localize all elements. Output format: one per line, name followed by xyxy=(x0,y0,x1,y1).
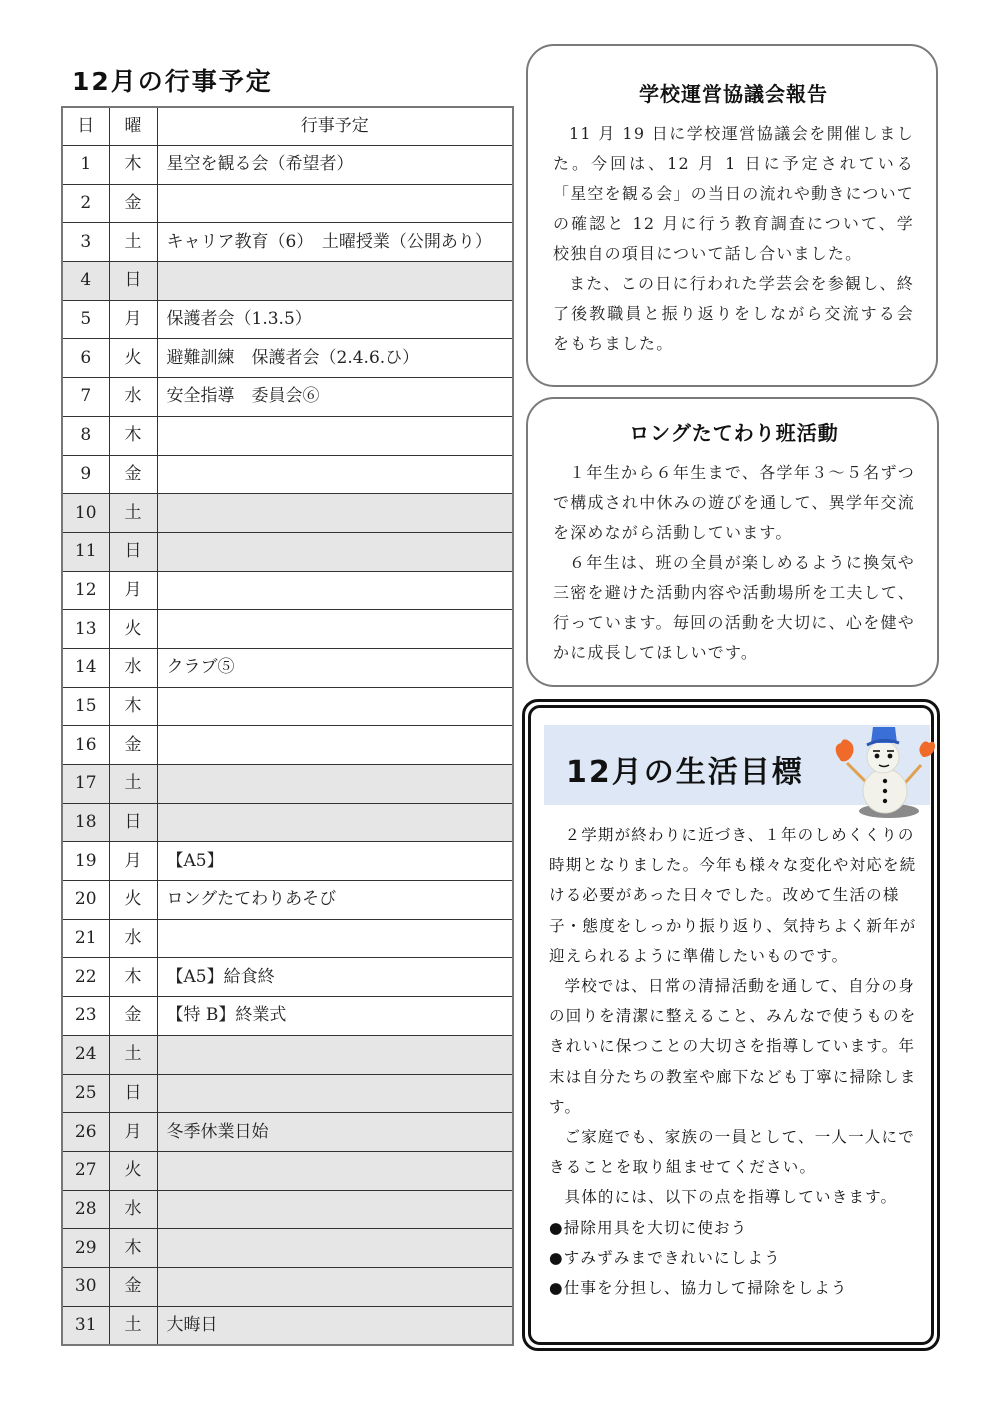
day-cell: 29 xyxy=(62,1229,109,1268)
table-row xyxy=(62,494,513,533)
event-cell: 大晦日 xyxy=(157,1306,513,1345)
table-row xyxy=(62,997,513,1036)
life-goal-inner-frame xyxy=(528,705,934,1345)
table-row xyxy=(62,726,513,765)
weekday-cell: 土 xyxy=(109,223,157,262)
day-cell: 24 xyxy=(62,1035,109,1074)
table-row xyxy=(62,1074,513,1113)
weekday-cell: 月 xyxy=(109,1113,157,1152)
weekday-cell: 月 xyxy=(109,842,157,881)
life-goal-point: ● 掃除用具を大切に使おう xyxy=(549,1213,925,1243)
day-cell: 21 xyxy=(62,919,109,958)
weekday-cell: 土 xyxy=(109,765,157,804)
event-cell xyxy=(157,765,513,804)
table-row xyxy=(62,1190,513,1229)
weekday-cell: 木 xyxy=(109,1229,157,1268)
header-event: 行事予定 xyxy=(157,107,513,146)
weekday-cell: 月 xyxy=(109,300,157,339)
event-cell: 星空を観る会（希望者） xyxy=(157,146,513,185)
table-row xyxy=(62,1035,513,1074)
event-cell xyxy=(157,532,513,571)
event-schedule-table xyxy=(61,106,514,1346)
life-goal-title: 12月の生活目標 xyxy=(566,755,804,790)
weekday-cell: 木 xyxy=(109,687,157,726)
table-row xyxy=(62,378,513,417)
weekday-cell: 火 xyxy=(109,1151,157,1190)
day-cell: 18 xyxy=(62,803,109,842)
life-goal-paragraph: 学校では、日常の清掃活動を通して、自分の身の回りを清潔に整えること、みんなで使うものをきれいに保つことの大切さを指導しています。年末は自分たちの教室や廊下なども丁寧に掃除します。 xyxy=(549,977,917,1116)
day-cell: 4 xyxy=(62,262,109,301)
day-cell: 16 xyxy=(62,726,109,765)
day-cell: 6 xyxy=(62,339,109,378)
weekday-cell: 水 xyxy=(109,378,157,417)
council-report-paragraph: また、この日に行われた学芸会を参観し、終了後教職員と振り返りをしながら交流する会をもちました。 xyxy=(553,274,914,353)
day-cell: 26 xyxy=(62,1113,109,1152)
life-goal-point: ● すみずみまできれいにしよう xyxy=(549,1243,925,1273)
table-row xyxy=(62,919,513,958)
event-cell xyxy=(157,726,513,765)
life-goal-paragraph: ２学期が終わりに近づき、１年のしめくくりの時期となりました。今年も様々な変化や対応を続ける必要があった日々でした。改めて生活の様子・態度をしっかり振り返り、気持ちよく新年が迎えられるように準備したいものです。 xyxy=(549,826,917,965)
event-cell xyxy=(157,262,513,301)
weekday-cell: 金 xyxy=(109,997,157,1036)
weekday-cell: 水 xyxy=(109,1190,157,1229)
event-cell: 【A5】 xyxy=(157,842,513,881)
table-row xyxy=(62,1113,513,1152)
table-row xyxy=(62,300,513,339)
event-cell: 【A5】給食終 xyxy=(157,958,513,997)
table-row xyxy=(62,842,513,881)
table-row xyxy=(62,765,513,804)
weekday-cell: 火 xyxy=(109,881,157,920)
group-activity-box xyxy=(526,397,939,687)
event-cell xyxy=(157,416,513,455)
day-cell: 2 xyxy=(62,184,109,223)
day-cell: 22 xyxy=(62,958,109,997)
event-cell xyxy=(157,455,513,494)
day-cell: 20 xyxy=(62,881,109,920)
event-cell xyxy=(157,803,513,842)
day-cell: 19 xyxy=(62,842,109,881)
event-cell xyxy=(157,1074,513,1113)
header-day: 日 xyxy=(62,107,109,146)
table-row xyxy=(62,958,513,997)
life-goal-point: ● 仕事を分担し、協力して掃除をしよう xyxy=(549,1273,925,1303)
day-cell: 30 xyxy=(62,1267,109,1306)
day-cell: 11 xyxy=(62,532,109,571)
event-cell xyxy=(157,571,513,610)
event-cell xyxy=(157,919,513,958)
council-report-box xyxy=(526,44,938,387)
event-cell: キャリア教育（6） 土曜授業（公開あり） xyxy=(157,223,513,262)
table-row xyxy=(62,416,513,455)
weekday-cell: 火 xyxy=(109,610,157,649)
day-cell: 31 xyxy=(62,1306,109,1345)
table-row xyxy=(62,262,513,301)
table-row xyxy=(62,803,513,842)
life-goal-body xyxy=(549,820,925,1303)
table-row xyxy=(62,184,513,223)
table-row xyxy=(62,610,513,649)
event-cell xyxy=(157,610,513,649)
table-header-row xyxy=(62,107,513,146)
weekday-cell: 火 xyxy=(109,339,157,378)
table-row xyxy=(62,455,513,494)
event-cell xyxy=(157,184,513,223)
council-report-title: 学校運営協議会報告 xyxy=(639,82,828,106)
weekday-cell: 木 xyxy=(109,416,157,455)
header-weekday: 曜 xyxy=(109,107,157,146)
weekday-cell: 土 xyxy=(109,1306,157,1345)
table-row xyxy=(62,146,513,185)
event-cell: 避難訓練 保護者会（2.4.6.ひ） xyxy=(157,339,513,378)
day-cell: 15 xyxy=(62,687,109,726)
day-cell: 1 xyxy=(62,146,109,185)
day-cell: 12 xyxy=(62,571,109,610)
event-cell xyxy=(157,494,513,533)
table-row xyxy=(62,532,513,571)
table-row xyxy=(62,339,513,378)
event-cell: 安全指導 委員会⑥ xyxy=(157,378,513,417)
day-cell: 7 xyxy=(62,378,109,417)
weekday-cell: 日 xyxy=(109,262,157,301)
table-row xyxy=(62,571,513,610)
day-cell: 23 xyxy=(62,997,109,1036)
day-cell: 3 xyxy=(62,223,109,262)
life-goal-paragraph: 具体的には、以下の点を指導していきます。 xyxy=(564,1188,898,1207)
event-cell: クラブ⑤ xyxy=(157,648,513,687)
life-goal-banner xyxy=(544,725,930,805)
day-cell: 14 xyxy=(62,648,109,687)
event-cell: 保護者会（1.3.5） xyxy=(157,300,513,339)
day-cell: 8 xyxy=(62,416,109,455)
day-cell: 25 xyxy=(62,1074,109,1113)
group-activity-title: ロングたてわり班活動 xyxy=(629,421,839,445)
weekday-cell: 日 xyxy=(109,532,157,571)
group-activity-paragraph: １年生から６年生まで、各学年３～５名ずつで構成され中休みの遊びを通して、異学年交流を深めながら活動しています。 xyxy=(553,463,915,542)
life-goal-points xyxy=(549,1213,925,1304)
event-cell: 【特 B】終業式 xyxy=(157,997,513,1036)
weekday-cell: 土 xyxy=(109,1035,157,1074)
weekday-cell: 木 xyxy=(109,146,157,185)
weekday-cell: 金 xyxy=(109,455,157,494)
table-row xyxy=(62,648,513,687)
table-row xyxy=(62,1151,513,1190)
life-goal-paragraph: ご家庭でも、家族の一員として、一人一人にできることを取り組ませてください。 xyxy=(549,1128,915,1177)
weekday-cell: 金 xyxy=(109,726,157,765)
table-row xyxy=(62,1229,513,1268)
day-cell: 27 xyxy=(62,1151,109,1190)
weekday-cell: 月 xyxy=(109,571,157,610)
weekday-cell: 日 xyxy=(109,803,157,842)
council-report-paragraph: 11 月 19 日に学校運営協議会を開催しました。今回は、12 月 1 日に予定されている「星空を観る会」の当日の流れや動きについての確認と 12 月に行う教育調査について、学校独自の項目について話し合いました。 xyxy=(553,124,914,263)
weekday-cell: 金 xyxy=(109,184,157,223)
table-row xyxy=(62,1306,513,1345)
event-cell xyxy=(157,1151,513,1190)
snowman-icon xyxy=(827,721,937,821)
event-cell xyxy=(157,1267,513,1306)
weekday-cell: 土 xyxy=(109,494,157,533)
table-row xyxy=(62,881,513,920)
weekday-cell: 金 xyxy=(109,1267,157,1306)
event-cell: ロングたてわりあそび xyxy=(157,881,513,920)
day-cell: 28 xyxy=(62,1190,109,1229)
table-row xyxy=(62,223,513,262)
event-cell xyxy=(157,1190,513,1229)
weekday-cell: 日 xyxy=(109,1074,157,1113)
event-cell: 冬季休業日始 xyxy=(157,1113,513,1152)
table-row xyxy=(62,687,513,726)
day-cell: 17 xyxy=(62,765,109,804)
life-goal-box xyxy=(522,699,940,1351)
schedule-title: 12月の行事予定 xyxy=(72,67,273,96)
day-cell: 13 xyxy=(62,610,109,649)
group-activity-paragraph: ６年生は、班の全員が楽しめるように換気や三密を避けた活動内容や活動場所を工夫して、行っています。毎回の活動を大切に、心を健やかに成長してほしいです。 xyxy=(553,553,915,662)
day-cell: 10 xyxy=(62,494,109,533)
weekday-cell: 木 xyxy=(109,958,157,997)
table-row xyxy=(62,1267,513,1306)
event-cell xyxy=(157,687,513,726)
event-cell xyxy=(157,1229,513,1268)
event-cell xyxy=(157,1035,513,1074)
day-cell: 5 xyxy=(62,300,109,339)
day-cell: 9 xyxy=(62,455,109,494)
weekday-cell: 水 xyxy=(109,648,157,687)
weekday-cell: 水 xyxy=(109,919,157,958)
